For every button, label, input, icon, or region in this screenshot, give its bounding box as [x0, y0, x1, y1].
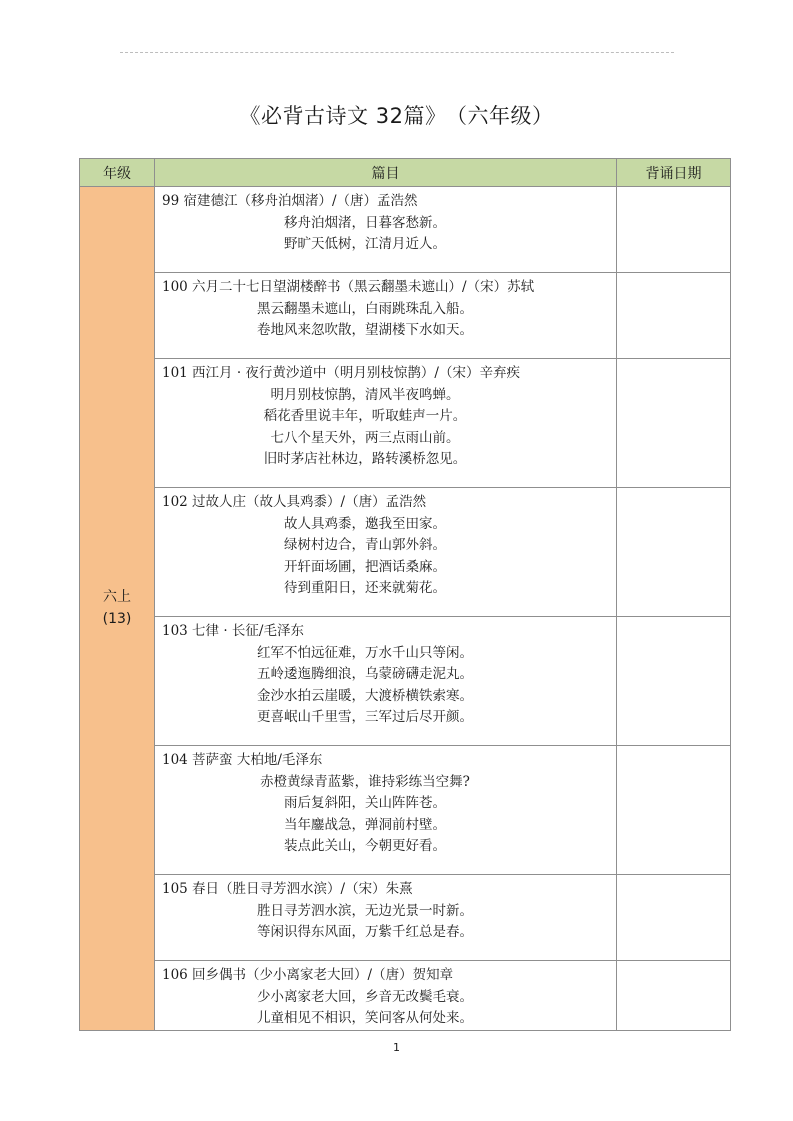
poem-line: 移舟泊烟渚，日暮客愁新。	[284, 214, 446, 231]
poem-line: 卷地风来忽吹散，望湖楼下水如天。	[257, 322, 473, 338]
poem-line: 少小离家老大回，乡音无改鬓毛衰。	[257, 988, 473, 1005]
poem-heading: 99 宿建德江（移舟泊烟渚）/（唐）孟浩然	[162, 193, 418, 209]
header-poem: 篇目	[155, 159, 617, 187]
poem-heading: 103 七律 · 长征/毛泽东	[162, 623, 304, 639]
table-row	[80, 187, 731, 273]
poem-heading: 101 西江月 · 夜行黄沙道中（明月别枝惊鹊）/（宋）辛弃疾	[162, 365, 520, 381]
header-grade: 年级	[80, 159, 155, 187]
table-row	[80, 875, 731, 961]
grade-count: (13)	[102, 611, 132, 628]
poem-line: 儿童相见不相识，笑问客从何处来。	[257, 1010, 473, 1026]
title-text: 《必背古诗文 32篇》	[239, 104, 447, 128]
poem-line: 稻花香里说丰年，听取蛙声一片。	[263, 408, 467, 424]
grade-label: 六上	[103, 589, 131, 606]
poem-line: 胜日寻芳泗水滨，无边光景一时新。	[257, 902, 473, 919]
poem-cell	[155, 746, 617, 875]
poem-line: 红军不怕远征难，万水千山只等闲。	[257, 644, 473, 661]
poem-line: 更喜岷山千里雪，三军过后尽开颜。	[257, 709, 473, 725]
poem-line: 金沙水拍云崖暖，大渡桥横铁索寒。	[257, 687, 473, 704]
table-row	[80, 488, 731, 617]
poem-heading: 106 回乡偶书（少小离家老大回）/（唐）贺知章	[162, 967, 454, 983]
poem-line: 雨后复斜阳，关山阵阵苍。	[284, 795, 446, 811]
poem-cell	[155, 617, 617, 746]
date-cell[interactable]	[617, 273, 731, 359]
poem-cell	[155, 359, 617, 488]
poem-heading: 104 菩萨蛮 大柏地/毛泽东	[162, 752, 323, 768]
date-cell[interactable]	[617, 875, 731, 961]
grade-cell	[80, 187, 155, 1031]
poem-line: 野旷天低树，江清月近人。	[284, 236, 446, 252]
poem-line: 故人具鸡黍，邀我至田家。	[284, 515, 446, 532]
poem-cell	[155, 875, 617, 961]
table-row	[80, 273, 731, 359]
table-row	[80, 359, 731, 488]
poem-cell	[155, 187, 617, 273]
poem-line: 五岭逶迤腾细浪，乌蒙磅礴走泥丸。	[257, 666, 473, 682]
table-row	[80, 961, 731, 1031]
poem-line: 开轩面场圃，把酒话桑麻。	[284, 558, 446, 575]
poem-line: 旧时茅店社林边，路转溪桥忽见。	[263, 451, 467, 467]
poem-line: 等闲识得东风面，万紫千红总是春。	[257, 924, 473, 940]
date-cell[interactable]	[617, 187, 731, 273]
poem-line: 明月别枝惊鹊，清风半夜鸣蝉。	[270, 386, 460, 403]
poem-heading: 105 春日（胜日寻芳泗水滨）/（宋）朱熹	[162, 881, 413, 897]
poem-cell	[155, 273, 617, 359]
poem-line: 黑云翻墨未遮山，白雨跳珠乱入船。	[257, 300, 473, 317]
header-row	[80, 159, 731, 187]
date-cell[interactable]	[617, 359, 731, 488]
page-number: 1	[393, 1041, 400, 1054]
poem-line: 七八个星天外，两三点雨山前。	[270, 429, 460, 446]
header-date: 背诵日期	[617, 159, 731, 187]
date-cell[interactable]	[617, 746, 731, 875]
poem-cell	[155, 488, 617, 617]
header-rule	[120, 52, 674, 53]
date-cell[interactable]	[617, 961, 731, 1031]
table-row	[80, 746, 731, 875]
poem-cell	[155, 961, 617, 1031]
page-title	[0, 100, 793, 130]
date-cell[interactable]	[617, 617, 731, 746]
title-grade: （六年级）	[456, 104, 554, 128]
poem-table	[79, 158, 731, 1031]
poem-line: 待到重阳日，还来就菊花。	[284, 580, 446, 596]
poem-line: 当年鏖战急，弹洞前村壁。	[284, 816, 446, 833]
poem-line: 绿树村边合，青山郭外斜。	[284, 537, 446, 553]
poem-heading: 100 六月二十七日望湖楼醉书（黑云翻墨未遮山）/（宋）苏轼	[162, 279, 535, 295]
table-row	[80, 617, 731, 746]
poem-line: 装点此关山，今朝更好看。	[284, 838, 446, 854]
date-cell[interactable]	[617, 488, 731, 617]
poem-heading: 102 过故人庄（故人具鸡黍）/（唐）孟浩然	[162, 494, 427, 510]
poem-line: 赤橙黄绿青蓝紫，谁持彩练当空舞?	[260, 773, 470, 790]
